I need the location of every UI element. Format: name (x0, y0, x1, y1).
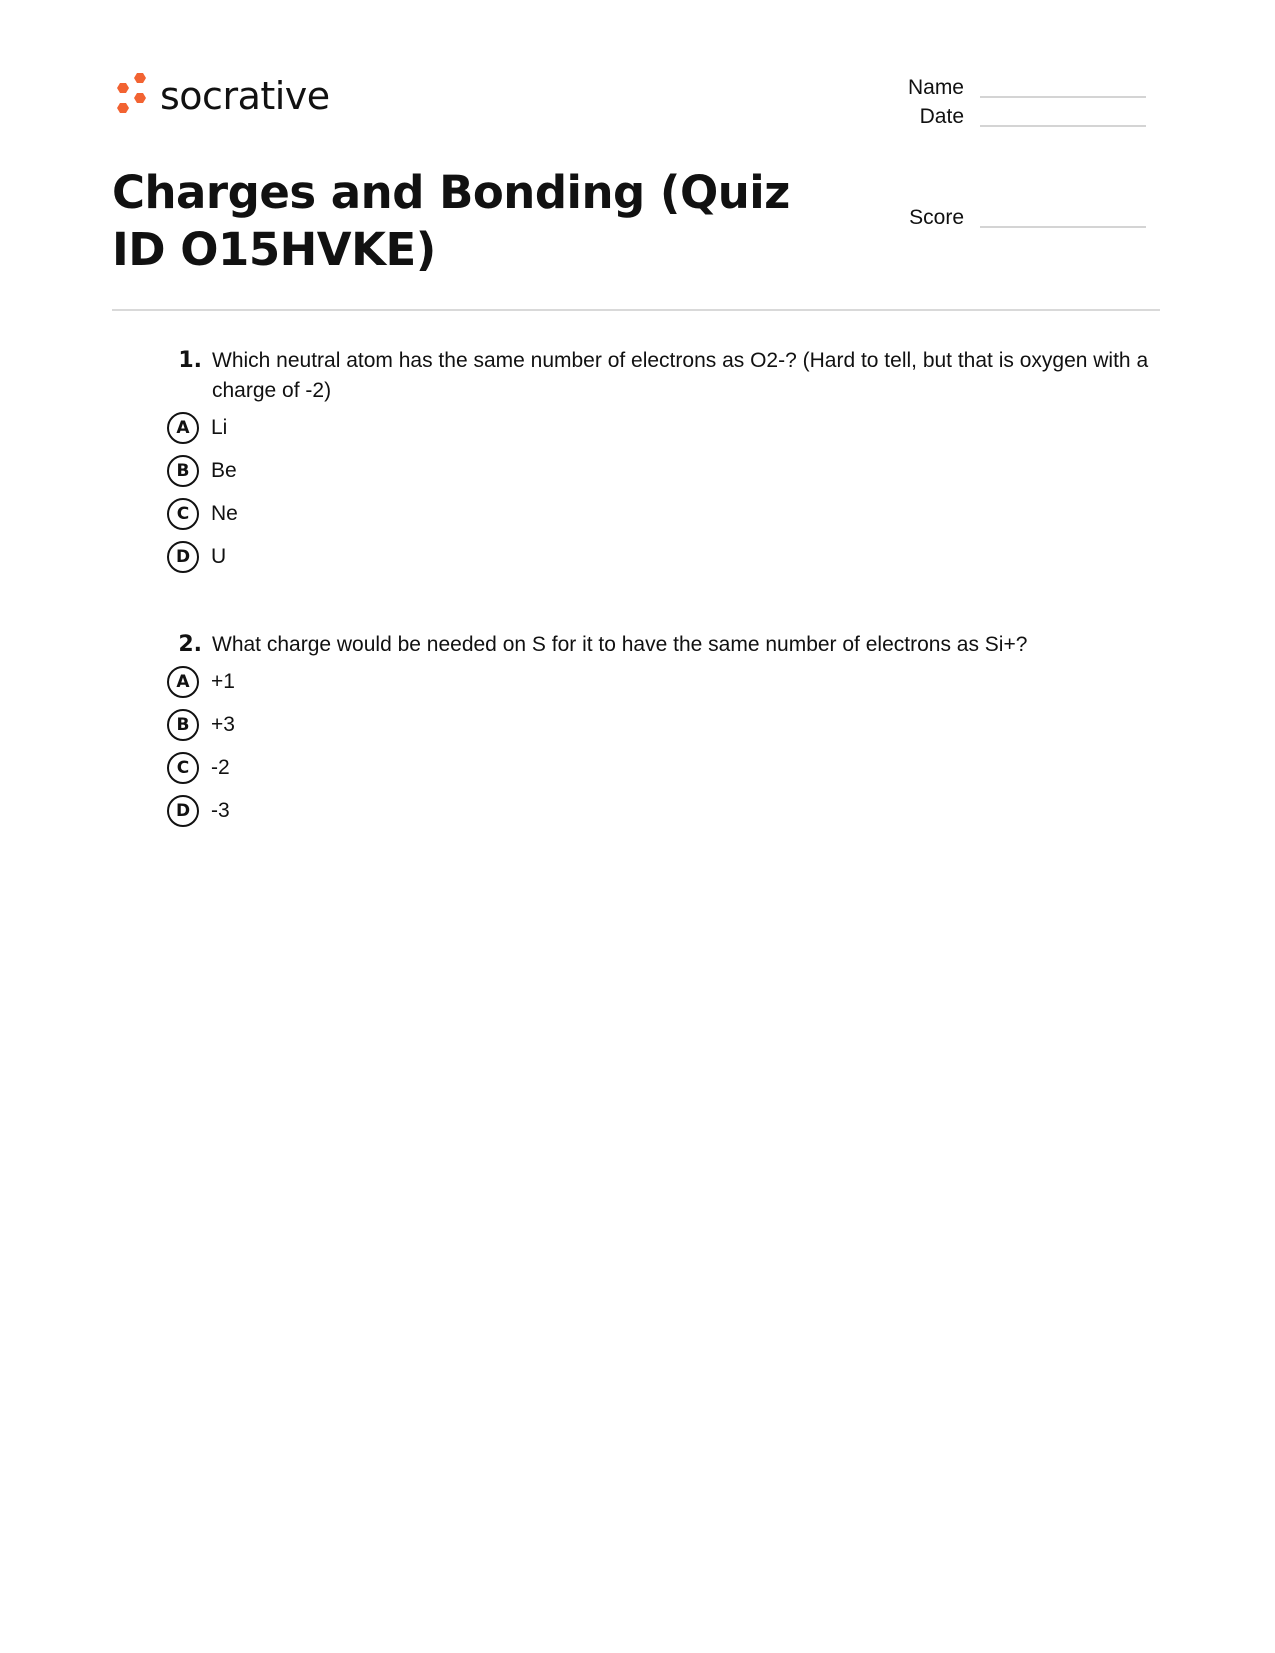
score-field[interactable] (874, 206, 1146, 230)
page-title: Charges and Bonding (Quiz ID O15HVKE) (112, 166, 790, 276)
answer-bubble-a[interactable]: A (167, 412, 199, 444)
option-c[interactable] (160, 492, 1150, 535)
answer-bubble-c[interactable]: C (167, 498, 199, 530)
score-label: Score (909, 206, 964, 229)
answer-bubble-d[interactable]: D (167, 795, 199, 827)
hexagon-cluster-icon (110, 72, 150, 120)
option-b[interactable] (160, 449, 1150, 492)
option-d[interactable] (160, 789, 1150, 832)
question-text: Which neutral atom has the same number of electrons as O2-? (Hard to tell, but that is oxygen with a charge of -2) (212, 349, 1149, 402)
date-line[interactable] (980, 124, 1146, 127)
answer-bubble-b[interactable]: B (167, 709, 199, 741)
option-text: Ne (211, 501, 238, 525)
answer-bubble-c[interactable]: C (167, 752, 199, 784)
option-d[interactable] (160, 535, 1150, 578)
date-label: Date (919, 105, 964, 128)
question-1 (160, 346, 1150, 578)
name-line[interactable] (980, 95, 1146, 98)
socrative-logo (110, 72, 330, 120)
brand-name: socrative (160, 74, 330, 118)
question-text: What charge would be needed on S for it to have the same number of electrons as Si+? (212, 633, 1028, 656)
answer-bubble-a[interactable]: A (167, 666, 199, 698)
name-label: Name (907, 76, 964, 99)
question-number: 1. (178, 348, 202, 373)
answer-bubble-d[interactable]: D (167, 541, 199, 573)
option-text: Be (211, 458, 237, 482)
answer-bubble-b[interactable]: B (167, 455, 199, 487)
option-text: -2 (211, 755, 230, 779)
date-field[interactable] (874, 105, 1146, 129)
option-text: Li (211, 415, 228, 439)
option-text: +3 (211, 712, 235, 736)
question-2 (160, 630, 1150, 832)
option-text: +1 (211, 669, 235, 693)
option-text: U (211, 544, 227, 568)
option-c[interactable] (160, 746, 1150, 789)
option-a[interactable] (160, 660, 1150, 703)
option-a[interactable] (160, 406, 1150, 449)
score-line[interactable] (980, 225, 1146, 228)
name-field[interactable] (874, 76, 1146, 100)
header-divider (112, 309, 1160, 311)
option-text: -3 (211, 798, 230, 822)
question-number: 2. (178, 632, 202, 657)
option-b[interactable] (160, 703, 1150, 746)
